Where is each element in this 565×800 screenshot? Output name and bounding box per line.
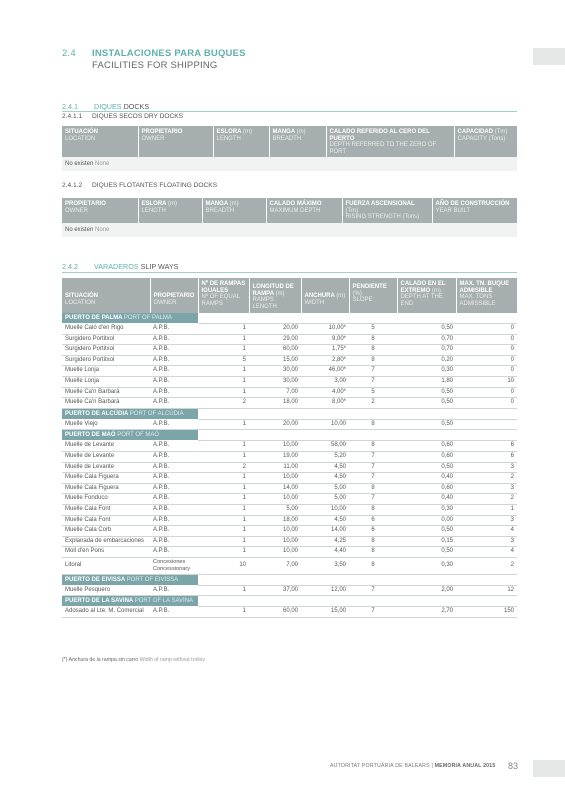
table-cell: 5 bbox=[349, 387, 397, 398]
page-number: 83 bbox=[508, 761, 519, 771]
table-cell: 1 bbox=[198, 494, 249, 505]
table-cell: 8 bbox=[349, 557, 397, 574]
table-cell: 0,50 bbox=[397, 526, 456, 537]
table-row bbox=[62, 366, 517, 377]
table-cell: A.P.B. bbox=[150, 515, 198, 526]
table-cell: 1 bbox=[198, 451, 249, 462]
table-row bbox=[62, 324, 517, 335]
floating-docks-header-row bbox=[62, 198, 517, 223]
table-cell: Muelle Cala Figuera bbox=[62, 483, 150, 494]
table-cell: 8 bbox=[349, 419, 397, 430]
table-cell: 0,50 bbox=[397, 387, 456, 398]
table-row bbox=[62, 607, 517, 618]
table-cell: 20,00 bbox=[249, 419, 301, 430]
table-cell: 8 bbox=[349, 536, 397, 547]
column-header: CAPACIDAD (Tm) CAPACITY (Tons) bbox=[454, 126, 517, 157]
table-cell: A.P.B. bbox=[150, 607, 198, 618]
table-cell: 5 bbox=[198, 355, 249, 366]
slipways-header-row bbox=[62, 278, 517, 313]
table-cell: 5,00 bbox=[301, 483, 349, 494]
table-cell: 1 bbox=[198, 334, 249, 345]
table-cell: 5,00 bbox=[249, 504, 301, 515]
table-row bbox=[62, 557, 517, 574]
table-cell: 0,40 bbox=[397, 473, 456, 484]
table-cell: 1 bbox=[456, 504, 517, 515]
table-cell: Muelle Ca'n Barbarà bbox=[62, 398, 150, 409]
column-header: ANCHURA (m) WIDTH bbox=[301, 278, 349, 313]
table-row bbox=[62, 376, 517, 387]
table-cell: Muelle Caló d'en Rigo bbox=[62, 324, 150, 335]
dry-docks-table bbox=[62, 126, 517, 171]
table-cell: 3,50 bbox=[301, 557, 349, 574]
table-cell: 4,40 bbox=[301, 547, 349, 558]
table-cell: 1,80 bbox=[397, 376, 456, 387]
table-row bbox=[62, 451, 517, 462]
table-cell: A.P.B. bbox=[150, 355, 198, 366]
table-cell: 6 bbox=[349, 515, 397, 526]
table-cell: 7 bbox=[349, 494, 397, 505]
table-cell: 1 bbox=[198, 419, 249, 430]
section-title bbox=[62, 48, 246, 71]
column-header: MANGA (m) BREADTH bbox=[269, 126, 326, 157]
table-row bbox=[62, 419, 517, 430]
table-row bbox=[62, 547, 517, 558]
table-cell: 0,30 bbox=[397, 504, 456, 515]
table-cell: 3 bbox=[456, 483, 517, 494]
page-tab-top bbox=[533, 48, 565, 65]
docks-heading bbox=[62, 102, 149, 111]
table-cell: 8 bbox=[349, 441, 397, 452]
slipways-title-es: VARADEROS bbox=[94, 262, 139, 271]
table-row bbox=[62, 526, 517, 537]
floating-docks-label: DIQUES FLOTANTES bbox=[92, 182, 158, 189]
dry-docks-label: DIQUES SECOS bbox=[92, 113, 143, 120]
table-cell: 0,60 bbox=[397, 441, 456, 452]
table-cell: Moll d'en Pons bbox=[62, 547, 150, 558]
table-cell: Muelle de Levante bbox=[62, 462, 150, 473]
table-cell: 9,00* bbox=[301, 334, 349, 345]
table-cell: 8,00* bbox=[301, 398, 349, 409]
table-cell: A.P.B. bbox=[150, 504, 198, 515]
table-cell: 12,00 bbox=[301, 585, 349, 596]
table-cell: 15,00 bbox=[301, 607, 349, 618]
table-cell: A.P.B. bbox=[150, 494, 198, 505]
floating-docks-table bbox=[62, 198, 517, 237]
table-cell: A.P.B. bbox=[150, 526, 198, 537]
docks-title-en: DOCKS bbox=[123, 102, 150, 111]
table-row bbox=[62, 473, 517, 484]
table-cell: 10 bbox=[198, 557, 249, 574]
table-cell: 4,25 bbox=[301, 536, 349, 547]
docks-number: 2.4.1 bbox=[62, 102, 78, 111]
table-cell: 0,00 bbox=[397, 515, 456, 526]
column-header: FUERZA ASCENSIONAL (Tm) RISING STRENGTH (Tons) bbox=[342, 198, 432, 223]
table-cell: A.P.B. bbox=[150, 441, 198, 452]
dry-docks-number: 2.4.1.1 bbox=[62, 113, 83, 120]
table-cell: 1 bbox=[198, 324, 249, 335]
table-cell bbox=[456, 419, 517, 430]
table-cell: A.P.B. bbox=[150, 398, 198, 409]
table-cell: A.P.B. bbox=[150, 334, 198, 345]
table-cell: Litoral bbox=[62, 557, 150, 574]
table-cell: 29,00 bbox=[249, 334, 301, 345]
table-cell: 8 bbox=[349, 355, 397, 366]
column-header: AÑO DE CONSTRUCCIÓN YEAR BUILT bbox=[432, 198, 517, 223]
table-cell: 3 bbox=[456, 536, 517, 547]
column-header: LONGITUD DE RAMPA (m) RAMPS LENGTH bbox=[249, 278, 301, 313]
table-cell: 7 bbox=[349, 462, 397, 473]
table-cell: Muelle Lonja bbox=[62, 366, 150, 377]
table-cell: 1 bbox=[198, 473, 249, 484]
table-cell: Muelle Viejo bbox=[62, 419, 150, 430]
table-cell: 5 bbox=[349, 324, 397, 335]
table-cell: 4,50 bbox=[301, 462, 349, 473]
table-cell: 1 bbox=[198, 366, 249, 377]
table-cell: 0,50 bbox=[397, 462, 456, 473]
column-header: PROPIETARIO OWNER bbox=[62, 198, 138, 223]
table-cell: 1,75* bbox=[301, 345, 349, 356]
table-cell: 2,70 bbox=[397, 607, 456, 618]
table-cell: 3 bbox=[456, 462, 517, 473]
table-cell: 7 bbox=[349, 451, 397, 462]
table-cell: A.P.B. bbox=[150, 376, 198, 387]
table-cell: 8 bbox=[349, 547, 397, 558]
table-cell: A.P.B. bbox=[150, 462, 198, 473]
table-cell: 14,00 bbox=[249, 483, 301, 494]
table-row bbox=[62, 345, 517, 356]
table-cell: 0,60 bbox=[397, 483, 456, 494]
table-cell: 3,00 bbox=[301, 376, 349, 387]
column-header: PENDIENTE (%) SLOPE bbox=[349, 278, 397, 313]
slipways-number: 2.4.2 bbox=[62, 262, 78, 271]
table-cell: 1 bbox=[198, 376, 249, 387]
table-cell: 10,00* bbox=[301, 324, 349, 335]
table-cell: 15,00 bbox=[249, 355, 301, 366]
table-cell: 4,50 bbox=[301, 473, 349, 484]
table-cell: Muelle Fonduco bbox=[62, 494, 150, 505]
table-row bbox=[62, 494, 517, 505]
table-cell: 0 bbox=[456, 387, 517, 398]
table-cell: 2 bbox=[456, 557, 517, 574]
table-cell: 0 bbox=[456, 345, 517, 356]
column-header: CALADO MÁXIMO MAXIMUM DEPTH bbox=[266, 198, 342, 223]
table-cell: 150 bbox=[456, 607, 517, 618]
table-cell: 8 bbox=[349, 345, 397, 356]
table-cell: 6 bbox=[456, 441, 517, 452]
table-cell: 2 bbox=[198, 398, 249, 409]
column-header: MANGA (m) BREADTH bbox=[202, 198, 266, 223]
table-cell: 18,00 bbox=[249, 398, 301, 409]
page-footer bbox=[330, 763, 495, 769]
table-cell: A.P.B. bbox=[150, 585, 198, 596]
table-cell: 1 bbox=[198, 345, 249, 356]
table-cell: 14,00 bbox=[301, 526, 349, 537]
footer-report: MEMORIA ANUAL 2015 bbox=[434, 763, 496, 769]
table-cell: 0,70 bbox=[397, 345, 456, 356]
table-cell: 19,00 bbox=[249, 451, 301, 462]
table-cell: A.P.B. bbox=[150, 483, 198, 494]
table-cell: 10,00 bbox=[249, 441, 301, 452]
column-header: ESLORA (m) LENGTH bbox=[138, 198, 202, 223]
table-cell: 30,00 bbox=[249, 376, 301, 387]
table-cell: 0,30 bbox=[397, 366, 456, 377]
table-cell: 0,50 bbox=[397, 324, 456, 335]
table-cell: 10,00 bbox=[301, 504, 349, 515]
floating-docks-number: 2.4.1.2 bbox=[62, 182, 83, 189]
port-group-header: PUERTO DE EIVISSA PORT OF EIVISSA bbox=[62, 574, 517, 585]
table-cell: 4 bbox=[456, 547, 517, 558]
table-cell: 7 bbox=[349, 473, 397, 484]
table-cell: 7,00 bbox=[249, 557, 301, 574]
column-header: MAX. TN. BUQUE ADMISIBLE MAX. TONS ADMISSIBLE bbox=[456, 278, 517, 313]
dry-docks-header-row bbox=[62, 126, 517, 157]
table-cell: 0 bbox=[456, 355, 517, 366]
table-cell: 10,00 bbox=[249, 526, 301, 537]
table-cell: 0 bbox=[456, 324, 517, 335]
column-header: Nº DE RAMPAS IGUALES Nº OF EQUAL RAMPS bbox=[198, 278, 249, 313]
table-cell: 0,60 bbox=[397, 451, 456, 462]
table-cell: 20,00 bbox=[249, 324, 301, 335]
section-number: 2.4 bbox=[62, 48, 76, 59]
table-cell: 10,00 bbox=[249, 494, 301, 505]
table-cell: 1 bbox=[198, 387, 249, 398]
table-cell: 8 bbox=[349, 483, 397, 494]
column-header: SITUACIÓN LOCATION bbox=[62, 126, 138, 157]
table-cell: Explanada de embarcaciones bbox=[62, 536, 150, 547]
table-cell: 2 bbox=[198, 462, 249, 473]
table-cell: 10 bbox=[456, 376, 517, 387]
table-cell: A.P.B. bbox=[150, 451, 198, 462]
floating-docks-heading bbox=[62, 181, 217, 190]
column-header: CALADO EN EL EXTREMO (m) DEPTH AT THE END bbox=[397, 278, 456, 313]
table-cell: 46,00* bbox=[301, 366, 349, 377]
table-cell: 6 bbox=[456, 451, 517, 462]
slipways-footnote: (*) Anchura de la rampa sin carro Width of ramp without trolley bbox=[62, 657, 206, 663]
table-cell: A.P.B. bbox=[150, 547, 198, 558]
table-cell: 10,00 bbox=[249, 536, 301, 547]
table-cell: Muelle Cala Corb bbox=[62, 526, 150, 537]
port-group-header: PUERTO DE LA SAVINA PORT OF LA SAVINA bbox=[62, 596, 517, 607]
table-cell: 0,20 bbox=[397, 355, 456, 366]
table-cell: A.P.B. bbox=[150, 345, 198, 356]
table-row bbox=[62, 504, 517, 515]
table-cell: A.P.B. bbox=[150, 387, 198, 398]
table-row bbox=[62, 355, 517, 366]
table-row bbox=[62, 441, 517, 452]
port-group-header: PUERTO DE MAÓ PORT OF MAÓ bbox=[62, 430, 517, 441]
table-cell: Adosado al Lte. M. Comercial bbox=[62, 607, 150, 618]
floating-docks-none-row: No existen None bbox=[62, 223, 517, 237]
table-cell: 7 bbox=[349, 366, 397, 377]
table-cell: A.P.B. bbox=[150, 419, 198, 430]
table-cell: Muelle Pesquero bbox=[62, 585, 150, 596]
table-cell: 0,50 bbox=[397, 398, 456, 409]
table-cell: 7,00 bbox=[249, 387, 301, 398]
table-cell: Muelle Lonja bbox=[62, 376, 150, 387]
table-cell: 4 bbox=[456, 526, 517, 537]
table-cell: A.P.B. bbox=[150, 324, 198, 335]
table-cell: 7 bbox=[349, 607, 397, 618]
table-cell: 10,00 bbox=[249, 547, 301, 558]
dry-docks-en: DRY DOCKS bbox=[144, 113, 184, 120]
footer-org: AUTORITAT PORTUÀRIA DE BALEARS bbox=[330, 763, 430, 769]
table-cell: 60,00 bbox=[249, 607, 301, 618]
table-cell: 2 bbox=[456, 473, 517, 484]
table-cell: 12 bbox=[456, 585, 517, 596]
column-header: PROPIETARIO OWNER bbox=[138, 126, 213, 157]
table-cell: 1 bbox=[198, 547, 249, 558]
table-cell: 0 bbox=[456, 398, 517, 409]
port-group-header: PUERTO DE PALMA PORT OF PALMA bbox=[62, 313, 517, 324]
table-cell: 30,00 bbox=[249, 366, 301, 377]
table-cell: Muelle Ca'n Barbarà bbox=[62, 387, 150, 398]
table-row bbox=[62, 585, 517, 596]
table-cell: 0,70 bbox=[397, 334, 456, 345]
port-group-header: PUERTO DE ALCÚDIA PORT OF ALCÚDIA bbox=[62, 408, 517, 419]
table-cell: A.P.B. bbox=[150, 473, 198, 484]
table-cell: 1 bbox=[198, 607, 249, 618]
table-cell: 0 bbox=[456, 366, 517, 377]
table-cell: 1 bbox=[198, 526, 249, 537]
table-cell: 5,20 bbox=[301, 451, 349, 462]
table-cell: 0 bbox=[456, 334, 517, 345]
dry-docks-heading bbox=[62, 112, 183, 121]
slipways-rule bbox=[62, 272, 517, 273]
footer-separator: | bbox=[431, 763, 433, 769]
page-tab-bottom bbox=[533, 760, 565, 777]
table-cell: Surgidero Portitxol bbox=[62, 355, 150, 366]
dry-docks-none-row: No existen None bbox=[62, 157, 517, 171]
table-cell: Surgidero Portitxol bbox=[62, 345, 150, 356]
table-cell: 60,00 bbox=[249, 345, 301, 356]
table-cell: 7 bbox=[349, 376, 397, 387]
table-cell: 37,00 bbox=[249, 585, 301, 596]
table-cell: 4,50 bbox=[301, 515, 349, 526]
table-cell: 8 bbox=[349, 504, 397, 515]
table-cell: 1 bbox=[198, 515, 249, 526]
table-cell: 0,50 bbox=[397, 547, 456, 558]
table-row bbox=[62, 398, 517, 409]
column-header: SITUACIÓN LOCATION bbox=[62, 278, 150, 313]
table-cell: 2,80* bbox=[301, 355, 349, 366]
column-header: ESLORA (m) LENGTH bbox=[213, 126, 269, 157]
table-cell: Muelle de Levante bbox=[62, 441, 150, 452]
column-header: CALADO REFERIDO AL CERO DEL PUERTO DEPTH REFERRED TO THE ZERO OF PORT bbox=[326, 126, 454, 157]
table-cell: Muelle Cala Font bbox=[62, 504, 150, 515]
table-cell: 6 bbox=[349, 526, 397, 537]
table-row bbox=[62, 483, 517, 494]
table-cell: 7 bbox=[349, 585, 397, 596]
table-cell: 2 bbox=[349, 398, 397, 409]
docks-title-es: DIQUES bbox=[94, 102, 122, 111]
table-row bbox=[62, 387, 517, 398]
table-cell: Concesiones Concessionary bbox=[150, 557, 198, 574]
table-cell: 10,00 bbox=[301, 419, 349, 430]
table-cell: 3 bbox=[456, 515, 517, 526]
table-cell: 0,50 bbox=[397, 419, 456, 430]
slipways-heading bbox=[62, 262, 178, 271]
table-cell: 11,00 bbox=[249, 462, 301, 473]
table-cell: 1 bbox=[198, 536, 249, 547]
table-cell: 2 bbox=[456, 494, 517, 505]
table-row bbox=[62, 515, 517, 526]
table-cell: 0,15 bbox=[397, 536, 456, 547]
table-row bbox=[62, 462, 517, 473]
table-cell: 2,00 bbox=[397, 585, 456, 596]
table-cell: 5,00 bbox=[301, 494, 349, 505]
floating-docks-en: FLOATING DOCKS bbox=[159, 182, 218, 189]
table-cell: 18,00 bbox=[249, 515, 301, 526]
slipways-title-en: SLIP WAYS bbox=[140, 262, 179, 271]
table-cell: 1 bbox=[198, 504, 249, 515]
table-cell: A.P.B. bbox=[150, 536, 198, 547]
table-cell: 58,00 bbox=[301, 441, 349, 452]
table-cell: Muelle Cala Figuera bbox=[62, 473, 150, 484]
table-cell: Surgidero Portitxol bbox=[62, 334, 150, 345]
table-cell: Muelle Cala Font bbox=[62, 515, 150, 526]
table-cell: Muelle de Levante bbox=[62, 451, 150, 462]
section-title-es: INSTALACIONES PARA BUQUES bbox=[92, 48, 246, 59]
table-cell: 0,30 bbox=[397, 557, 456, 574]
table-cell: 1 bbox=[198, 585, 249, 596]
section-title-en: FACILITIES FOR SHIPPING bbox=[92, 59, 218, 71]
table-row bbox=[62, 536, 517, 547]
table-cell: A.P.B. bbox=[150, 366, 198, 377]
slipways-table bbox=[62, 278, 517, 618]
table-cell: 0,40 bbox=[397, 494, 456, 505]
table-cell: 4,00* bbox=[301, 387, 349, 398]
table-cell: 10,00 bbox=[249, 473, 301, 484]
table-row bbox=[62, 334, 517, 345]
table-cell: 1 bbox=[198, 441, 249, 452]
column-header: PROPIETARIO OWNER bbox=[150, 278, 198, 313]
table-cell: 8 bbox=[349, 334, 397, 345]
table-cell: 1 bbox=[198, 483, 249, 494]
